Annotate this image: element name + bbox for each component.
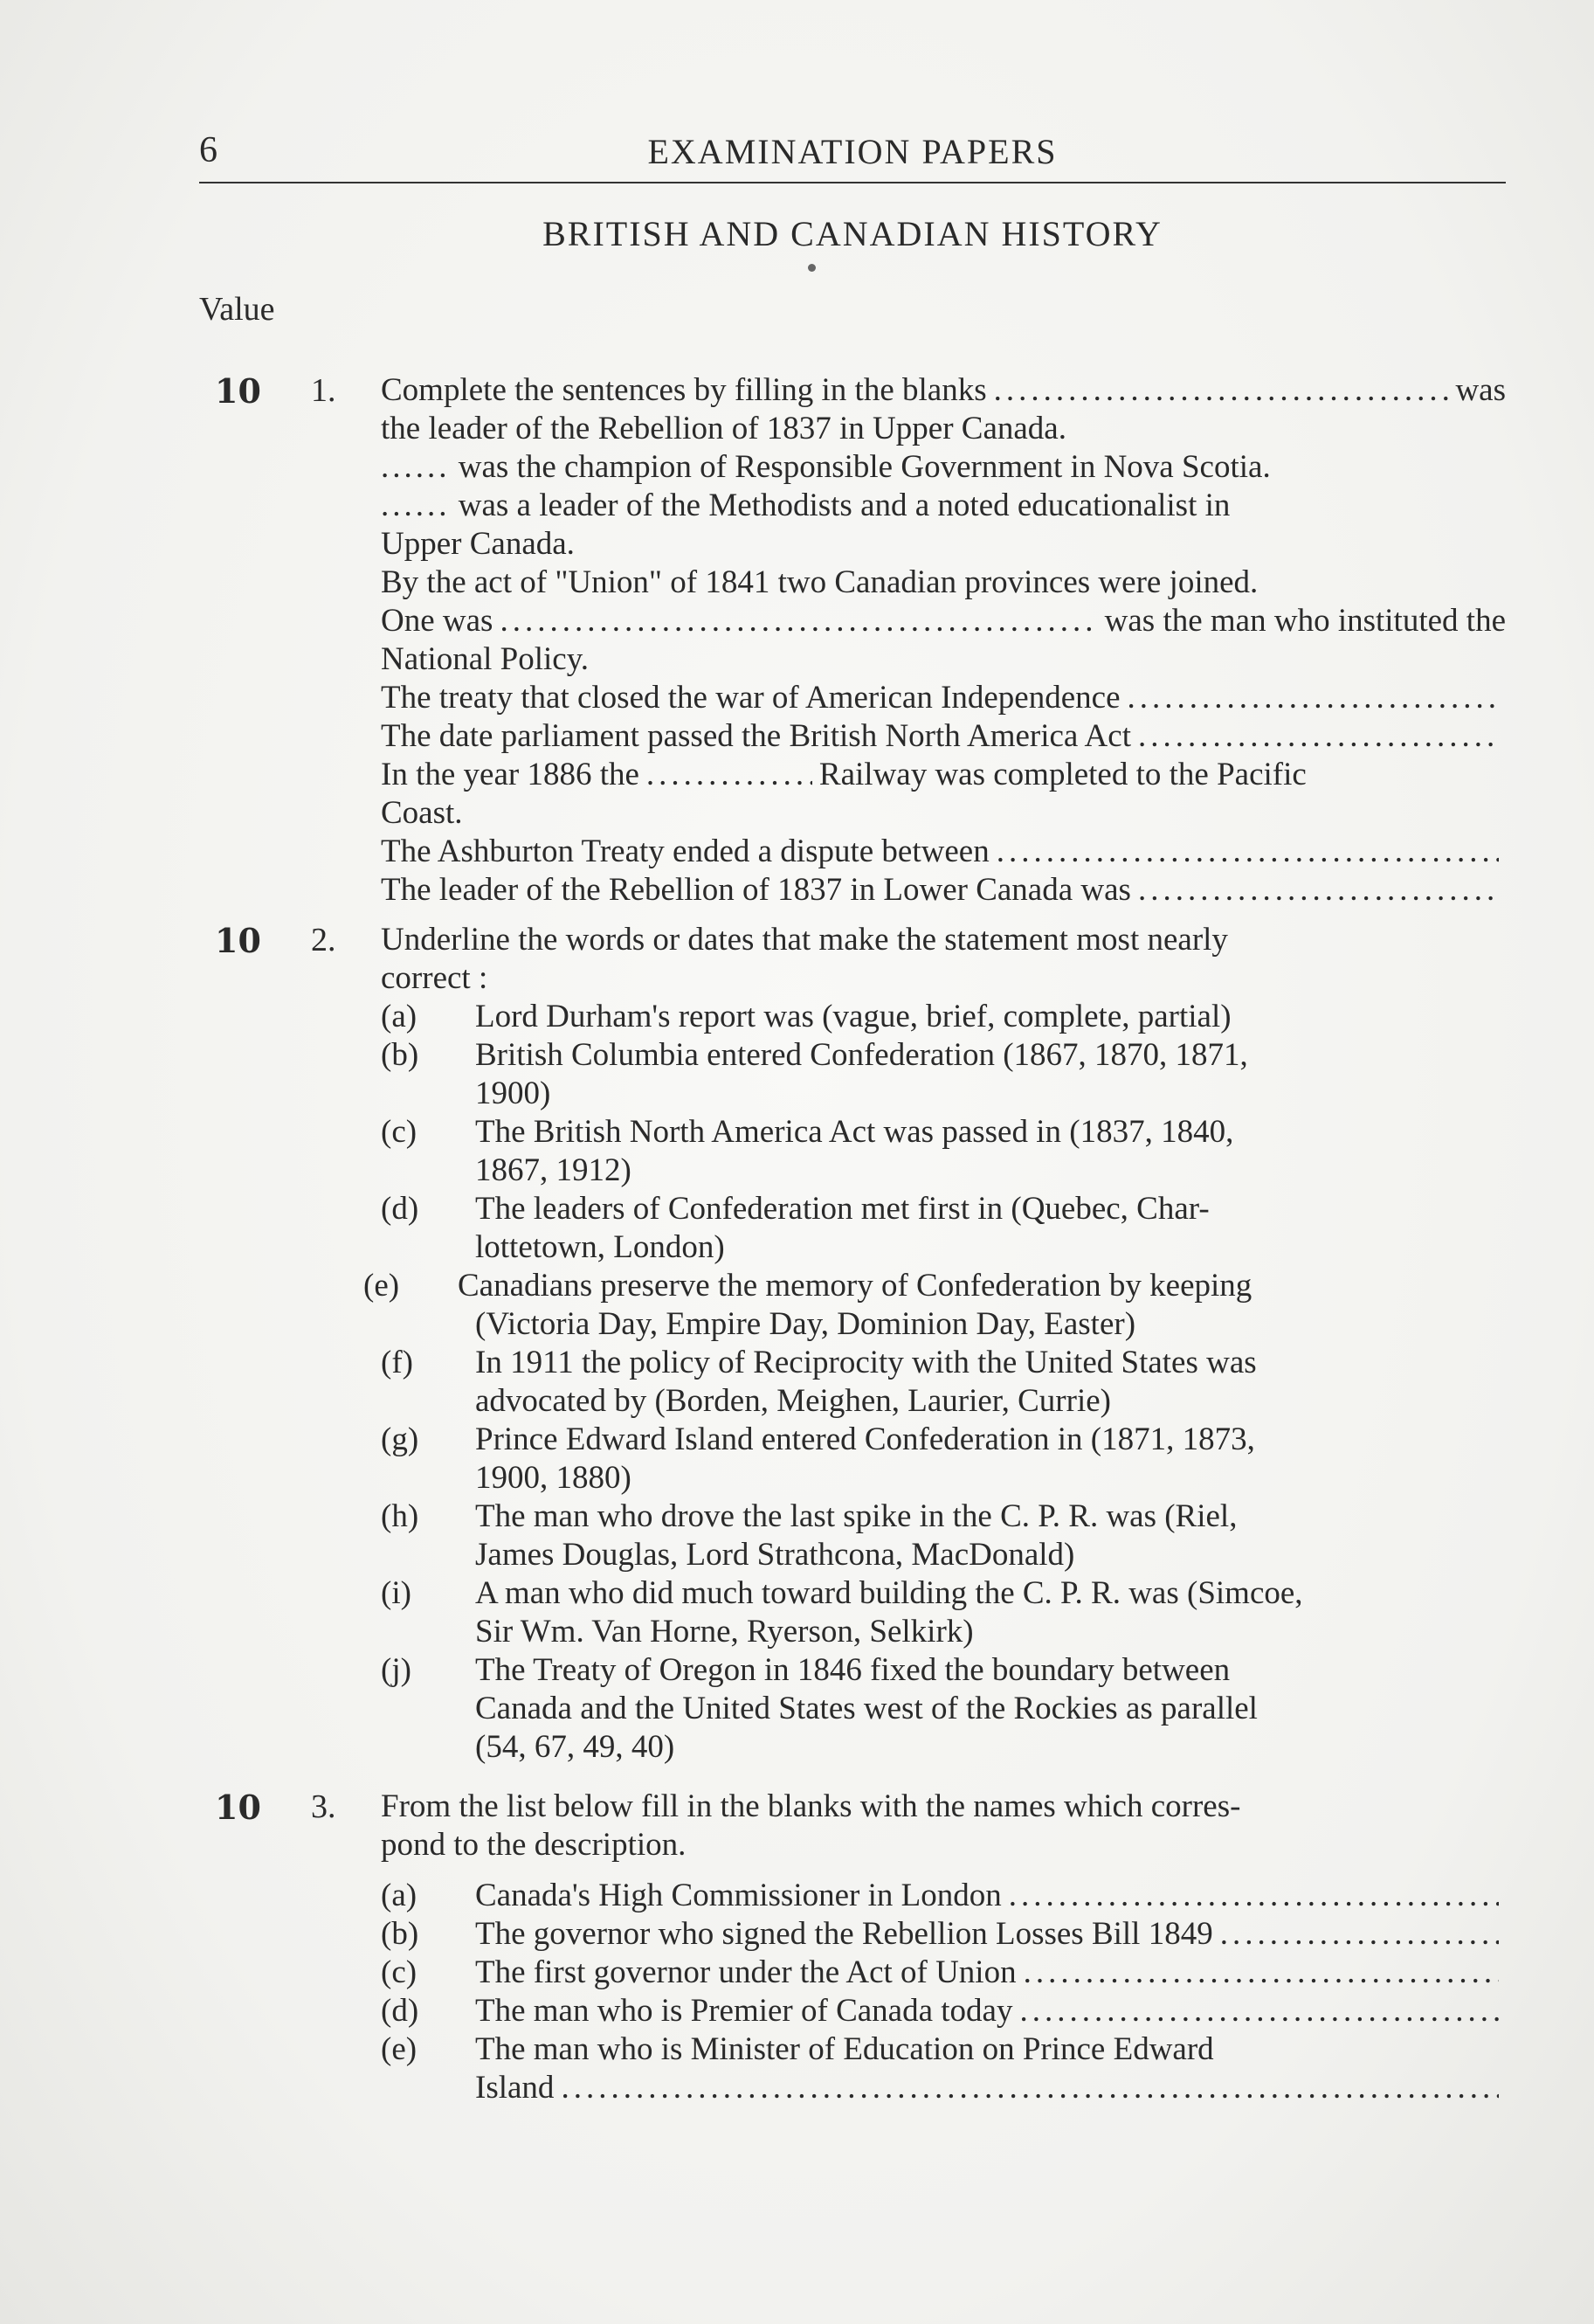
list-item (381, 1992, 1506, 2030)
text-line: In 1911 the policy of Reciprocity with the United States was (475, 1345, 1257, 1380)
text-line: Canada and the United States west of the Rockies as parallel (475, 1691, 1258, 1726)
question-number: 3. (311, 1788, 336, 1825)
text-line: The leader of the Rebellion of 1837 in Lower Canada was (381, 872, 1131, 908)
text-line: By the act of "Union" of 1841 two Canadian provinces were joined. (381, 564, 1259, 600)
text-line: Railway was completed to the Pacific (818, 757, 1307, 792)
text-line: Coast. (381, 795, 463, 831)
item-label: (i) (381, 1575, 411, 1611)
item-label: (a) (381, 999, 417, 1034)
question-value: 10 (215, 1788, 261, 1827)
page-header (199, 129, 1506, 183)
blank-dots (561, 2069, 1499, 2107)
ink-dot (808, 264, 816, 272)
question-number: 2. (311, 922, 336, 958)
blank-dots (500, 602, 1097, 640)
text-line: The Treaty of Oregon in 1846 fixed the boundary between (475, 1652, 1231, 1688)
item-label: (f) (381, 1345, 413, 1380)
item-label: (b) (381, 1916, 419, 1952)
text-line: James Douglas, Lord Strathcona, MacDonald) (475, 1537, 1075, 1573)
text-line: Canada's High Commissioner in London (475, 1878, 1002, 1913)
text-line: The Ashburton Treaty ended a dispute between (381, 833, 990, 869)
item-label: (g) (381, 1421, 419, 1457)
text-line: The first governor under the Act of Union (475, 1954, 1017, 1990)
text-line: was the man who instituted the (1104, 603, 1506, 639)
text-line: One was (381, 603, 493, 639)
section-title: BRITISH AND CANADIAN HISTORY (542, 214, 1163, 253)
list-item (381, 1190, 1506, 1267)
item-label: (d) (381, 1993, 419, 2029)
text-line: pond to the description. (381, 1827, 687, 1863)
text-line: National Policy. (381, 641, 590, 677)
text-line: British Columbia entered Confederation (1867, 1870, 1871, (475, 1037, 1248, 1073)
running-title: EXAMINATION PAPERS (647, 132, 1058, 171)
value-column-label: Value (199, 291, 275, 328)
blank-dots (997, 833, 1499, 871)
text-line: lottetown, London) (475, 1229, 725, 1265)
blank-dots (646, 756, 812, 794)
text-line: The governor who signed the Rebellion Losses Bill 1849 (475, 1916, 1213, 1952)
text-line: A man who did much toward building the C. P. R. was (Simcoe, (475, 1575, 1303, 1611)
question-body (363, 921, 1506, 1767)
item-label: (b) (381, 1037, 419, 1073)
text-line: The man who is Premier of Canada today (475, 1993, 1013, 2029)
text-line: Canadians preserve the memory of Confederation by keeping (458, 1268, 1252, 1304)
text-line: was (1455, 372, 1506, 408)
text-line: the leader of the Rebellion of 1837 in Upper Canada. (381, 411, 1066, 446)
blank-dots (994, 371, 1449, 410)
list-item (381, 1113, 1506, 1190)
question-value: 10 (215, 921, 261, 960)
text-line: (54, 67, 49, 40) (475, 1729, 675, 1765)
list-item (381, 1344, 1506, 1421)
item-label: (a) (381, 1878, 417, 1913)
question-value: 10 (215, 371, 261, 411)
text-line: 1867, 1912) (475, 1152, 631, 1188)
blank-dots (1138, 871, 1499, 910)
blank-dots-text: ...... (381, 488, 451, 523)
list-item (381, 1954, 1506, 1992)
text-line: Lord Durham's report was (vague, brief, complete, partial) (475, 999, 1232, 1034)
text-line: correct : (381, 960, 488, 996)
list-item (363, 1267, 1488, 1344)
text-line: The date parliament passed the British North America Act (381, 718, 1131, 754)
text-line: was the champion of Responsible Government in Nova Scotia. (458, 449, 1271, 485)
text-line: Upper Canada. (381, 526, 575, 562)
text-line: Complete the sentences by filling in the blanks (381, 372, 987, 408)
text-line: From the list below fill in the blanks with the names which corres- (381, 1788, 1241, 1824)
question-body (381, 371, 1506, 910)
text-line: Prince Edward Island entered Confederation in (1871, 1873, (475, 1421, 1255, 1457)
text-line: In the year 1886 the (381, 757, 639, 792)
question-number: 1. (311, 372, 336, 409)
list-item (381, 1497, 1506, 1574)
text-line: The leaders of Confederation met first in (Quebec, Char- (475, 1191, 1210, 1227)
item-label: (c) (381, 1954, 417, 1990)
text-line: The man who is Minister of Education on Prince Edward (475, 2031, 1214, 2067)
list-item (381, 998, 1506, 1036)
list-item (381, 1915, 1506, 1954)
text-line: 1900) (475, 1076, 551, 1111)
blank-dots (1220, 1915, 1499, 1954)
list-item (381, 1574, 1506, 1651)
blank-dots (1024, 1954, 1499, 1992)
text-line: Underline the words or dates that make the statement most nearly (381, 922, 1228, 958)
blank-dots (1128, 679, 1499, 717)
blank-dots (1138, 717, 1499, 756)
item-label: (e) (381, 2031, 417, 2067)
list-item (381, 2030, 1506, 2107)
text-line: Sir Wm. Van Horne, Ryerson, Selkirk) (475, 1614, 974, 1650)
question-body (381, 1788, 1506, 2107)
text-line: (Victoria Day, Empire Day, Dominion Day, Easter) (475, 1306, 1136, 1342)
blank-dots (1019, 1992, 1499, 2030)
item-label: (d) (381, 1191, 419, 1227)
text-line: was a leader of the Methodists and a noted educationalist in (458, 488, 1231, 523)
list-item (381, 1036, 1506, 1113)
text-line: Island (475, 2070, 555, 2106)
text-line: The man who drove the last spike in the C. P. R. was (Riel, (475, 1498, 1238, 1534)
text-line: The treaty that closed the war of American Independence (381, 680, 1121, 716)
text-line: advocated by (Borden, Meighen, Laurier, Currie) (475, 1383, 1111, 1419)
page-number: 6 (199, 130, 217, 170)
item-label: (j) (381, 1652, 411, 1688)
item-label: (c) (381, 1114, 417, 1150)
blank-dots-text: ...... (381, 449, 451, 485)
item-label: (h) (381, 1498, 419, 1534)
list-item (381, 1421, 1506, 1497)
item-label: (e) (363, 1268, 400, 1304)
text-line: 1900, 1880) (475, 1460, 631, 1496)
list-item (381, 1651, 1506, 1767)
blank-dots (1009, 1877, 1499, 1915)
list-item (381, 1877, 1506, 1915)
text-line: The British North America Act was passed in (1837, 1840, (475, 1114, 1234, 1150)
